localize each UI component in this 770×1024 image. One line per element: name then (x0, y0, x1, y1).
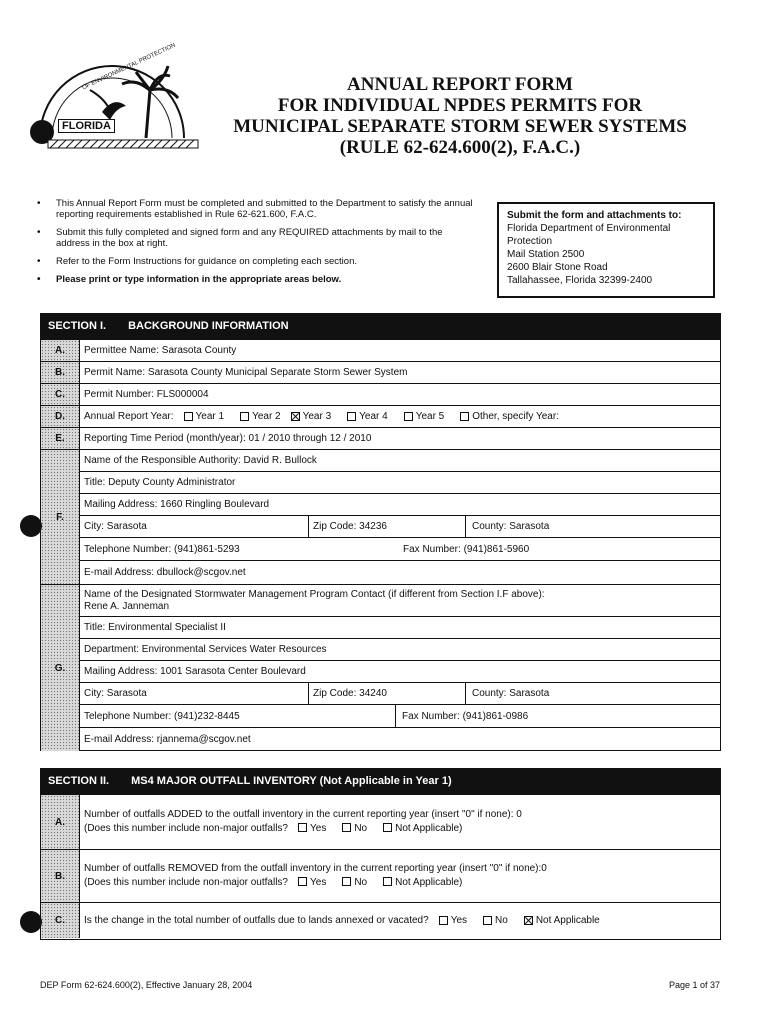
added-no-label: No (354, 823, 368, 834)
label-g: G. (41, 585, 80, 751)
label-b: B. (41, 362, 80, 383)
row-annexed (41, 903, 720, 938)
contact-department[interactable]: Department: Environmental Services Water Resources (84, 644, 327, 655)
row-permit-number (41, 384, 720, 406)
outfalls-removed (79, 850, 547, 902)
label-a: A. (41, 340, 80, 361)
section-2-table (40, 794, 721, 940)
section-1-table (40, 339, 721, 751)
outfalls-added-text: Number of outfalls ADDED to the outfall inventory in the current reporting year (insert "0" if none): 0 (84, 809, 522, 820)
annexed-no-checkbox[interactable] (483, 916, 492, 925)
instruction-item: • Please print or type information in the appropriate areas below. (56, 274, 476, 285)
removed-na-checkbox[interactable] (383, 877, 392, 886)
annexed-no-label: No (495, 915, 508, 926)
contact-zip[interactable]: Zip Code: 34240 (313, 688, 387, 699)
logo-arc-text: OF ENVIRONMENTAL PROTECTION (81, 42, 177, 92)
authority-zip[interactable]: Zip Code: 34236 (313, 521, 387, 532)
submit-line: Florida Department of Environmental (507, 223, 671, 234)
submit-line: Tallahassee, Florida 32399-2400 (507, 275, 653, 286)
permit-number[interactable]: Permit Number: FLS000004 (84, 389, 209, 400)
removed-yes-label: Yes (310, 877, 327, 888)
removed-no-checkbox[interactable] (342, 877, 351, 886)
row-outfalls-removed (41, 850, 720, 903)
program-contact-label: Name of the Designated Stormwater Management Program Contact (if different from Section I.F above): (84, 588, 545, 600)
label-f: F. (41, 450, 80, 584)
year-2-checkbox[interactable] (240, 412, 249, 421)
row-permittee (41, 340, 720, 362)
outfalls-removed-text: Number of outfalls REMOVED from the outfall inventory in the current reporting year (insert "0" if none):0 (84, 863, 547, 874)
report-year-label: Annual Report Year: (84, 411, 174, 422)
year-5-checkbox[interactable] (404, 412, 413, 421)
year-1-checkbox[interactable] (184, 412, 193, 421)
row-outfalls-added (41, 795, 720, 850)
group-f (41, 450, 720, 585)
year-3-checkbox[interactable] (291, 412, 300, 421)
contact-county[interactable]: County: Sarasota (472, 688, 550, 699)
contact-address[interactable]: Mailing Address: 1001 Sarasota Center Boulevard (84, 666, 306, 677)
outfalls-added (79, 795, 522, 849)
outfalls-added-question: (Does this number include non-major outfalls? (84, 823, 288, 834)
section-1-title: BACKGROUND INFORMATION (128, 320, 289, 332)
authority-city[interactable]: City: Sarasota (84, 521, 147, 532)
label-d: D. (41, 406, 80, 427)
logo-state-text: FLORIDA (58, 119, 115, 133)
instructions-list (56, 198, 476, 292)
footer-page-number: Page 1 of 37 (668, 980, 720, 990)
section-2-number: SECTION II. (48, 775, 110, 787)
removed-no-label: No (354, 877, 368, 888)
added-yes-checkbox[interactable] (298, 823, 307, 832)
year-4-label: Year 4 (359, 411, 388, 422)
annexed-na-label: Not Applicable (535, 915, 600, 926)
label-c: C. (41, 384, 80, 405)
row-reporting-period (41, 428, 720, 450)
annexed-question (79, 903, 600, 938)
form-title (200, 74, 720, 158)
year-1-label: Year 1 (195, 411, 225, 422)
label-2a: A. (41, 795, 80, 849)
instruction-item: • Refer to the Form Instructions for guidance on completing each section. (56, 256, 476, 267)
added-na-checkbox[interactable] (383, 823, 392, 832)
year-3-label: Year 3 (302, 411, 332, 422)
title-line-2: FOR INDIVIDUAL NPDES PERMITS FOR (277, 95, 643, 116)
punch-hole-mark (20, 911, 42, 933)
title-line-3: MUNICIPAL SEPARATE STORM SEWER SYSTEMS (233, 116, 687, 137)
year-5-label: Year 5 (415, 411, 445, 422)
contact-email[interactable]: E-mail Address: rjannema@scgov.net (84, 734, 251, 745)
annexed-yes-label: Yes (450, 915, 468, 926)
annexed-na-checkbox[interactable] (524, 916, 533, 925)
submit-line: Mail Station 2500 (507, 249, 585, 260)
authority-email[interactable]: E-mail Address: dbullock@scgov.net (84, 567, 246, 578)
title-line-4: (RULE 62-624.600(2), F.A.C.) (339, 137, 581, 158)
section-2-title: MS4 MAJOR OUTFALL INVENTORY (Not Applicable in Year 1) (131, 775, 452, 787)
submit-line: Protection (507, 236, 553, 247)
removed-na-label: Not Applicable) (395, 877, 463, 888)
program-contact-name: Rene A. Janneman (84, 600, 170, 612)
permit-name[interactable]: Permit Name: Sarasota County Municipal Separate Storm Sewer System (84, 367, 408, 378)
contact-title[interactable]: Title: Environmental Specialist II (84, 622, 226, 633)
row-report-year (41, 406, 720, 428)
authority-address[interactable]: Mailing Address: 1660 Ringling Boulevard (84, 499, 270, 510)
added-yes-label: Yes (310, 823, 327, 834)
report-year-group (79, 406, 559, 427)
label-2b: B. (41, 850, 80, 902)
authority-county[interactable]: County: Sarasota (472, 521, 550, 532)
label-e: E. (41, 428, 80, 449)
reporting-period[interactable]: Reporting Time Period (month/year): 01 / 2010 through 12 / 2010 (84, 433, 372, 444)
year-other-checkbox[interactable] (460, 412, 469, 421)
outfalls-removed-question: (Does this number include non-major outfalls? (84, 877, 288, 888)
removed-yes-checkbox[interactable] (298, 877, 307, 886)
permittee-name[interactable]: Permittee Name: Sarasota County (84, 345, 237, 356)
year-4-checkbox[interactable] (347, 412, 356, 421)
contact-phone[interactable]: Telephone Number: (941)232-8445 (84, 710, 240, 722)
year-2-label: Year 2 (252, 411, 281, 422)
added-no-checkbox[interactable] (342, 823, 351, 832)
instruction-item: • Submit this fully completed and signed form and any REQUIRED attachments by mail to the address in the box at right. (56, 227, 476, 249)
authority-title[interactable]: Title: Deputy County Administrator (84, 477, 236, 488)
row-permit-name (41, 362, 720, 384)
submit-heading: Submit the form and attachments to: (507, 210, 682, 221)
group-g (41, 585, 720, 751)
label-2c: C. (41, 903, 80, 938)
dep-logo (18, 42, 228, 160)
instruction-item: • This Annual Report Form must be completed and submitted to the Department to satisfy the annual reporting requirements established in Rule 62-621.600, F.A.C. (56, 198, 476, 220)
title-line-1: ANNUAL REPORT FORM (347, 74, 573, 95)
annexed-question-text: Is the change in the total number of outfalls due to lands annexed or vacated? (84, 915, 429, 926)
punch-hole-mark (20, 515, 42, 537)
section-1-number: SECTION I. (48, 320, 107, 332)
responsible-authority[interactable]: Name of the Responsible Authority: David R. Bullock (84, 455, 317, 466)
annexed-yes-checkbox[interactable] (439, 916, 448, 925)
section-2-header (40, 768, 721, 794)
program-contact[interactable] (79, 585, 545, 616)
submit-address-box (497, 202, 715, 298)
section-1-header (40, 313, 721, 339)
authority-phone[interactable]: Telephone Number: (941)861-5293 (84, 543, 240, 555)
contact-city[interactable]: City: Sarasota (84, 688, 147, 699)
submit-line: 2600 Blair Stone Road (507, 262, 608, 273)
added-na-label: Not Applicable) (395, 823, 463, 834)
contact-fax[interactable]: Fax Number: (941)861-0986 (402, 710, 529, 722)
footer-form-id: DEP Form 62-624.600(2), Effective January 28, 2004 (40, 980, 253, 990)
authority-fax[interactable]: Fax Number: (941)861-5960 (403, 543, 530, 555)
year-other-label: Other, specify Year: (472, 411, 559, 422)
